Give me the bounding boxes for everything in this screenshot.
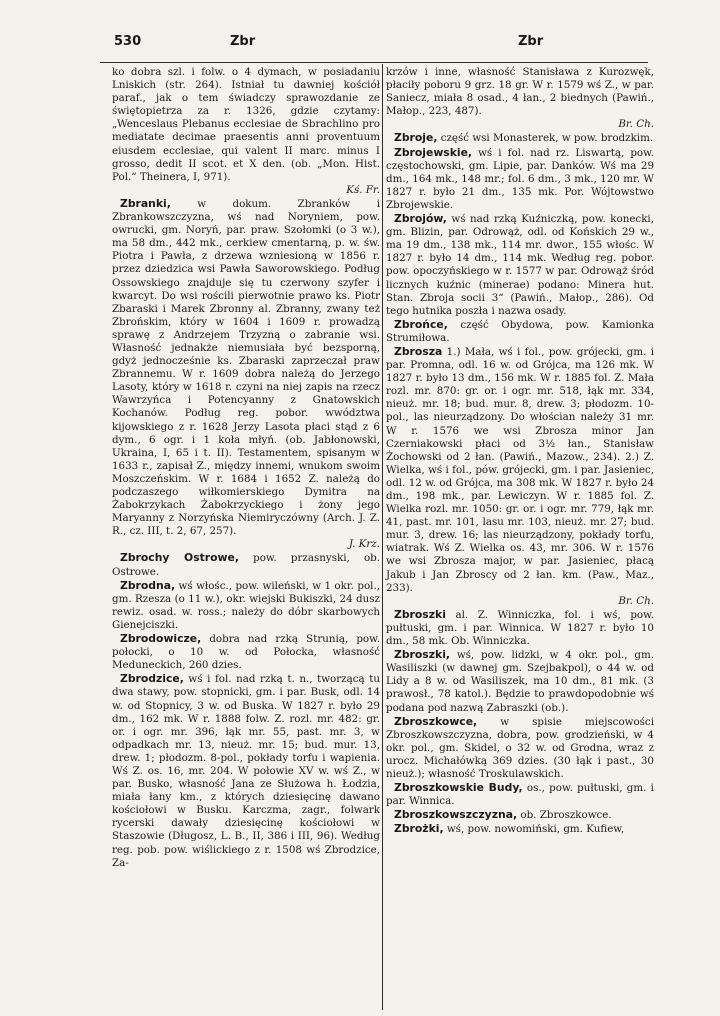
column-divider	[382, 64, 383, 1010]
entry-text: wś i fol. nad rzką t. n., tworzącą tu dwa stawy, pow. stopnicki, gm. i par. Busk, odl. 14 w. od Stopnicy, 3 w. od Buska. W 1827 r. było 29 dm., 162 mk. W r. 1888 folw. Z. rozl. mr. 482: gr. or. i ogr. mr. 396, łąk mr. 55, past. mr. 3, w odpadkach mr. 13, nieuż. mr. 15; bud. mur. 13, drew. 1; płodozm. 8-pol., pokłady torfu i wapienia. Wś Z. os. 16, mr. 204. W połowie XV w. wś Z., w par. Busko, własność Jana ze Służowa h. Łodzia, miała łany km., z których dziesięcinę dawano kościołowi w Busku. Karczma, zagr., folwark rycerski dawały dziesięcinę kościołowi w Staszowie (Długosz, L. B., II, 386 i III, 96). Według reg. pob. pow. wiślickiego z r. 1508 wś Zbrodzice, Za-	[112, 673, 380, 869]
entry-text: dobra nad rzką Strunią, pow. połocki, o 10 w. od Połocka, własność Meduneckich, 260 dzies.	[112, 633, 380, 672]
entry	[386, 648, 654, 714]
entry	[386, 345, 654, 608]
entry-signature: Br. Ch.	[618, 118, 654, 131]
entry-signature: Br. Ch.	[618, 594, 654, 607]
guide-word-right: Zbr	[518, 34, 544, 49]
entry-headword: Zbroszki	[394, 607, 446, 621]
entry-headword: Zbranki,	[120, 196, 171, 210]
entry	[386, 131, 654, 145]
entry-text: wś, pow. nowomiński, gm. Kufiew,	[446, 823, 625, 836]
entry-headword: Zbrojów,	[394, 212, 447, 226]
page-header	[100, 34, 648, 54]
right-column	[386, 66, 654, 836]
entry-headword: Zbroszkowce,	[394, 714, 478, 728]
entry-text: w spisie miejscowości Zbroszkowszczyzna, dobra, pow. grodzieński, w 4 okr. pol., gm. Skidel, o 32 w. od Grodna, wraz z urocz. Michałówką 369 dzies. (30 łąk i past., 30 nieuż.); własność Troskulawskich.	[386, 715, 654, 780]
entry-text: ob. Zbroszkowce.	[520, 809, 612, 822]
entry	[112, 66, 380, 197]
entry-text: wś włośc., pow. wileński, w 1 okr. pol., gm. Rzesza (o 11 w.), okr. wiejski Bukiszki, 24 dusz rewiz. osad. w. ross.; należy do dóbr skarbowych Gienejciszki.	[112, 579, 380, 631]
entry-headword: Zbroszkowskie Budy,	[394, 781, 523, 795]
entry	[386, 212, 654, 318]
entry-headword: Zbroszki,	[394, 648, 450, 662]
entry-headword: Zbrodna,	[120, 578, 176, 592]
entry	[112, 197, 380, 552]
entry-headword: Zbrodowicze,	[120, 632, 202, 646]
entry	[386, 608, 654, 648]
entry-signature: Kś. Fr.	[346, 183, 380, 196]
entry-text: wś, pow. lidzki, w 4 okr. pol., gm. Wasiliszki (w dawnej gm. Szejbakpol), o 44 w. od Lidy a 8 w. od Wasiliszek, ma 10 dm., 81 mk. (3 prawosł., 78 katol.). Będzie to prawdopodobnie wś podana pod nazwą Zabraszki (ob.).	[386, 649, 654, 714]
entry	[386, 318, 654, 345]
page-number: 530	[114, 34, 142, 49]
entry-text: pow. przasnyski, ob. Ostrowe.	[112, 552, 381, 578]
entry	[386, 66, 654, 131]
entry	[112, 579, 380, 632]
entry-headword: Zbrochy Ostrowe,	[120, 551, 239, 565]
entry-headword: Zbrońce,	[394, 317, 448, 331]
entry-text: wś nad rzką Kuźniczką, pow. konecki, gm. Blizin, par. Odrowąż, odl. od Końskich 29 w., ma 19 dm., 138 mk., 114 mr. dwor., 155 włośc. W 1827 r. było 14 dm., 114 mk. Według reg. pobor. pow. opoczyńskiego w r. 1577 w par. Odrowąż śród licznych kuźnic (minerae) podano: Minera hut. Stan. Zbroja socii 3“ (Pawiń., Małop., 286). Od tego hutnika poszła i nazwa osady.	[386, 213, 655, 317]
entry-text: w dokum. Zbranków i Zbrankowszczyzna, wś nad Noryniem, pow. owrucki, gm. Noryń, par. praw. Szołomki (o 3 w.), ma 58 dm., 442 mk., cerkiew cmentarną, p. w. św. Piotra i Pawła, z drzewa wzniesioną w 1856 r. przez dziedzica wsi Pawła Saworowskiego. Podług Ossowskiego znajduje się tu czerwony szyfer i kwarcyt. Do wsi rościli pierwotnie prawo ks. Piotr Zbaraski i Marek Zbronny al. Zbranny, zwany też Zbrońskim, który w 1604 i 1609 r. prowadzą sprawę z Andrzejem Trzyzną o zabranie wsi. Własność jednakże niemusiała być bezsporną, gdyż jednocześnie ks. Zbaraski zaprzeczał praw Zbrannemu. W r. 1609 dobra należą do Jerzego Lasoty, który w 1618 r. czyni na niej zapis na rzecz Wawrzyńca i Potencyanny z Gnatowskich Kochanów. Podług reg. pobor. wwództwa kijowskiego z r. 1628 Jerzy Lasota płaci stąd z 6 dym., 6 ogr. i 1 koła młyń. (ob. Jabłonowski, Ukraina, I, 65 i t. II). Testamentem, spisanym w 1633 r., zapisał Z., między innemi, wnukom swoim Moszczeńskim. W r. 1684 i 1652 Z. należą do podczaszego wiłkomierskiego Dymitra na Żabokrzykach Żabokrzyckiego i żony jego Maryanny z Norzyńska Niemiryczówny (Arch. J. Z. R., cz. III, t. 2, 67, 257).	[112, 197, 380, 538]
header-rule	[100, 62, 648, 63]
entry	[112, 632, 380, 672]
entry	[386, 715, 654, 781]
entry	[112, 672, 380, 869]
entry-text: ko dobra szl. i folw. o 4 dymach, w posiadaniu Lniskich (str. 264). Istniał tu dawniej kościół paraf., jak o tem świadczy sprawozdanie ze świętopietrza za r. 1326, gdzie czytamy: „Wenceslaus Plebanus ecclesiae de Sbrachlino pro mediatate decimae praesentis anni proventuum eiusdem ecclesiae, qui valent II marc. minus I grosso, dedit II scot. et X den. (ob. „Mon. Hist. Pol.“ Theinera, I, 971).	[112, 66, 380, 183]
entry-headword: Zbroszkowszczyzna,	[394, 808, 518, 822]
entry	[386, 822, 654, 836]
entry	[386, 781, 654, 808]
entry-headword: Zbrodzice,	[120, 672, 184, 686]
entry-text: wś i fol. nad rz. Liswartą, pow. częstochowski, gm. Lipie, par. Danków. Wś ma 29 dm., 164 mk., 148 mr.; fol. 6 dm., 3 mk., 120 mr. W 1827 r. było 21 dm., 135 mk. Por. Wójtowstwo Zbrojewskie.	[386, 146, 654, 211]
entry-text: os., pow. pułtuski, gm. i par. Winnica.	[386, 782, 654, 808]
entry-headword: Zbroje,	[394, 131, 438, 145]
guide-word-left: Zbr	[230, 34, 256, 49]
entry-headword: Zbrojewskie,	[394, 145, 473, 159]
entry-text: część wsi Monasterek, w pow. brodzkim.	[440, 132, 654, 145]
entry	[386, 146, 654, 212]
entry	[386, 808, 654, 822]
entry-text: krzów i inne, własność Stanisława z Kurozwęk, płaciły poboru 9 grz. 18 gr. W r. 1579 wś Z., w par. Saniecz, miała 8 osad., 4 łan., 2 biednych (Pawiń., Małop., 223, 487).	[386, 66, 654, 118]
entry-headword: Zbrożki,	[394, 822, 444, 836]
entry-signature: J. Krz.	[348, 538, 380, 551]
entry-text: al. Z. Winniczka, fol. i wś, pow. pułtuski, gm. i par. Winnica. W 1827 r. było 10 dm., 58 mk. Ob. Winniczka.	[386, 608, 654, 648]
entry-text: 1.) Mała, wś i fol., pow. grójecki, gm. i par. Promna, odl. 16 w. od Grójca, ma 126 mk. W 1827 r. było 13 dm., 156 mk. W r. 1885 fol. Z. Mała rozl. mr. 870: gr. or. i ogr. mr. 518, łąk mr. 334, nieuż. mr. 18; bud. mur. 8, drew. 3; płodozm. 10-pol., las nieurządzony. Do włościan należy 31 mr. W r. 1576 we wsi Zbrosza minor Jan Czerniakowski płaci od 3½ łan., Stanisław Żochowski od 2 łan. (Pawiń., Mazow., 234). 2.) Z. Wielka, wś i fol., pów. grójecki, gm. i par. Jasieniec, odl. 12 w. od Grójca, ma 308 mk. W 1827 r. było 24 dm., 198 mk., par. Lewiczyn. W r. 1885 fol. Z. Wielka rozl. mr. 1050: gr. or. i ogr. mr. 779, łąk mr. 41, past. mr. 101, lasu mr. 103, nieuż. mr. 27; bud. mur. 3, drew. 16; las nieurządzony, pokłady torfu, wiatrak. Wś Z. Wielka os. 43, mr. 306. W r. 1576 we wsi Zbrosza major, w par. Jasieniec, płacą Jakub i Jan Zbroscy od 2 łan. km. (Paw., Maz., 233).	[386, 345, 654, 594]
left-column	[112, 66, 380, 870]
entry-text: część Obydowa, pow. Kamionka Strumiłowa.	[386, 318, 654, 344]
entry-headword: Zbrosza	[394, 344, 443, 358]
entry	[112, 551, 380, 578]
